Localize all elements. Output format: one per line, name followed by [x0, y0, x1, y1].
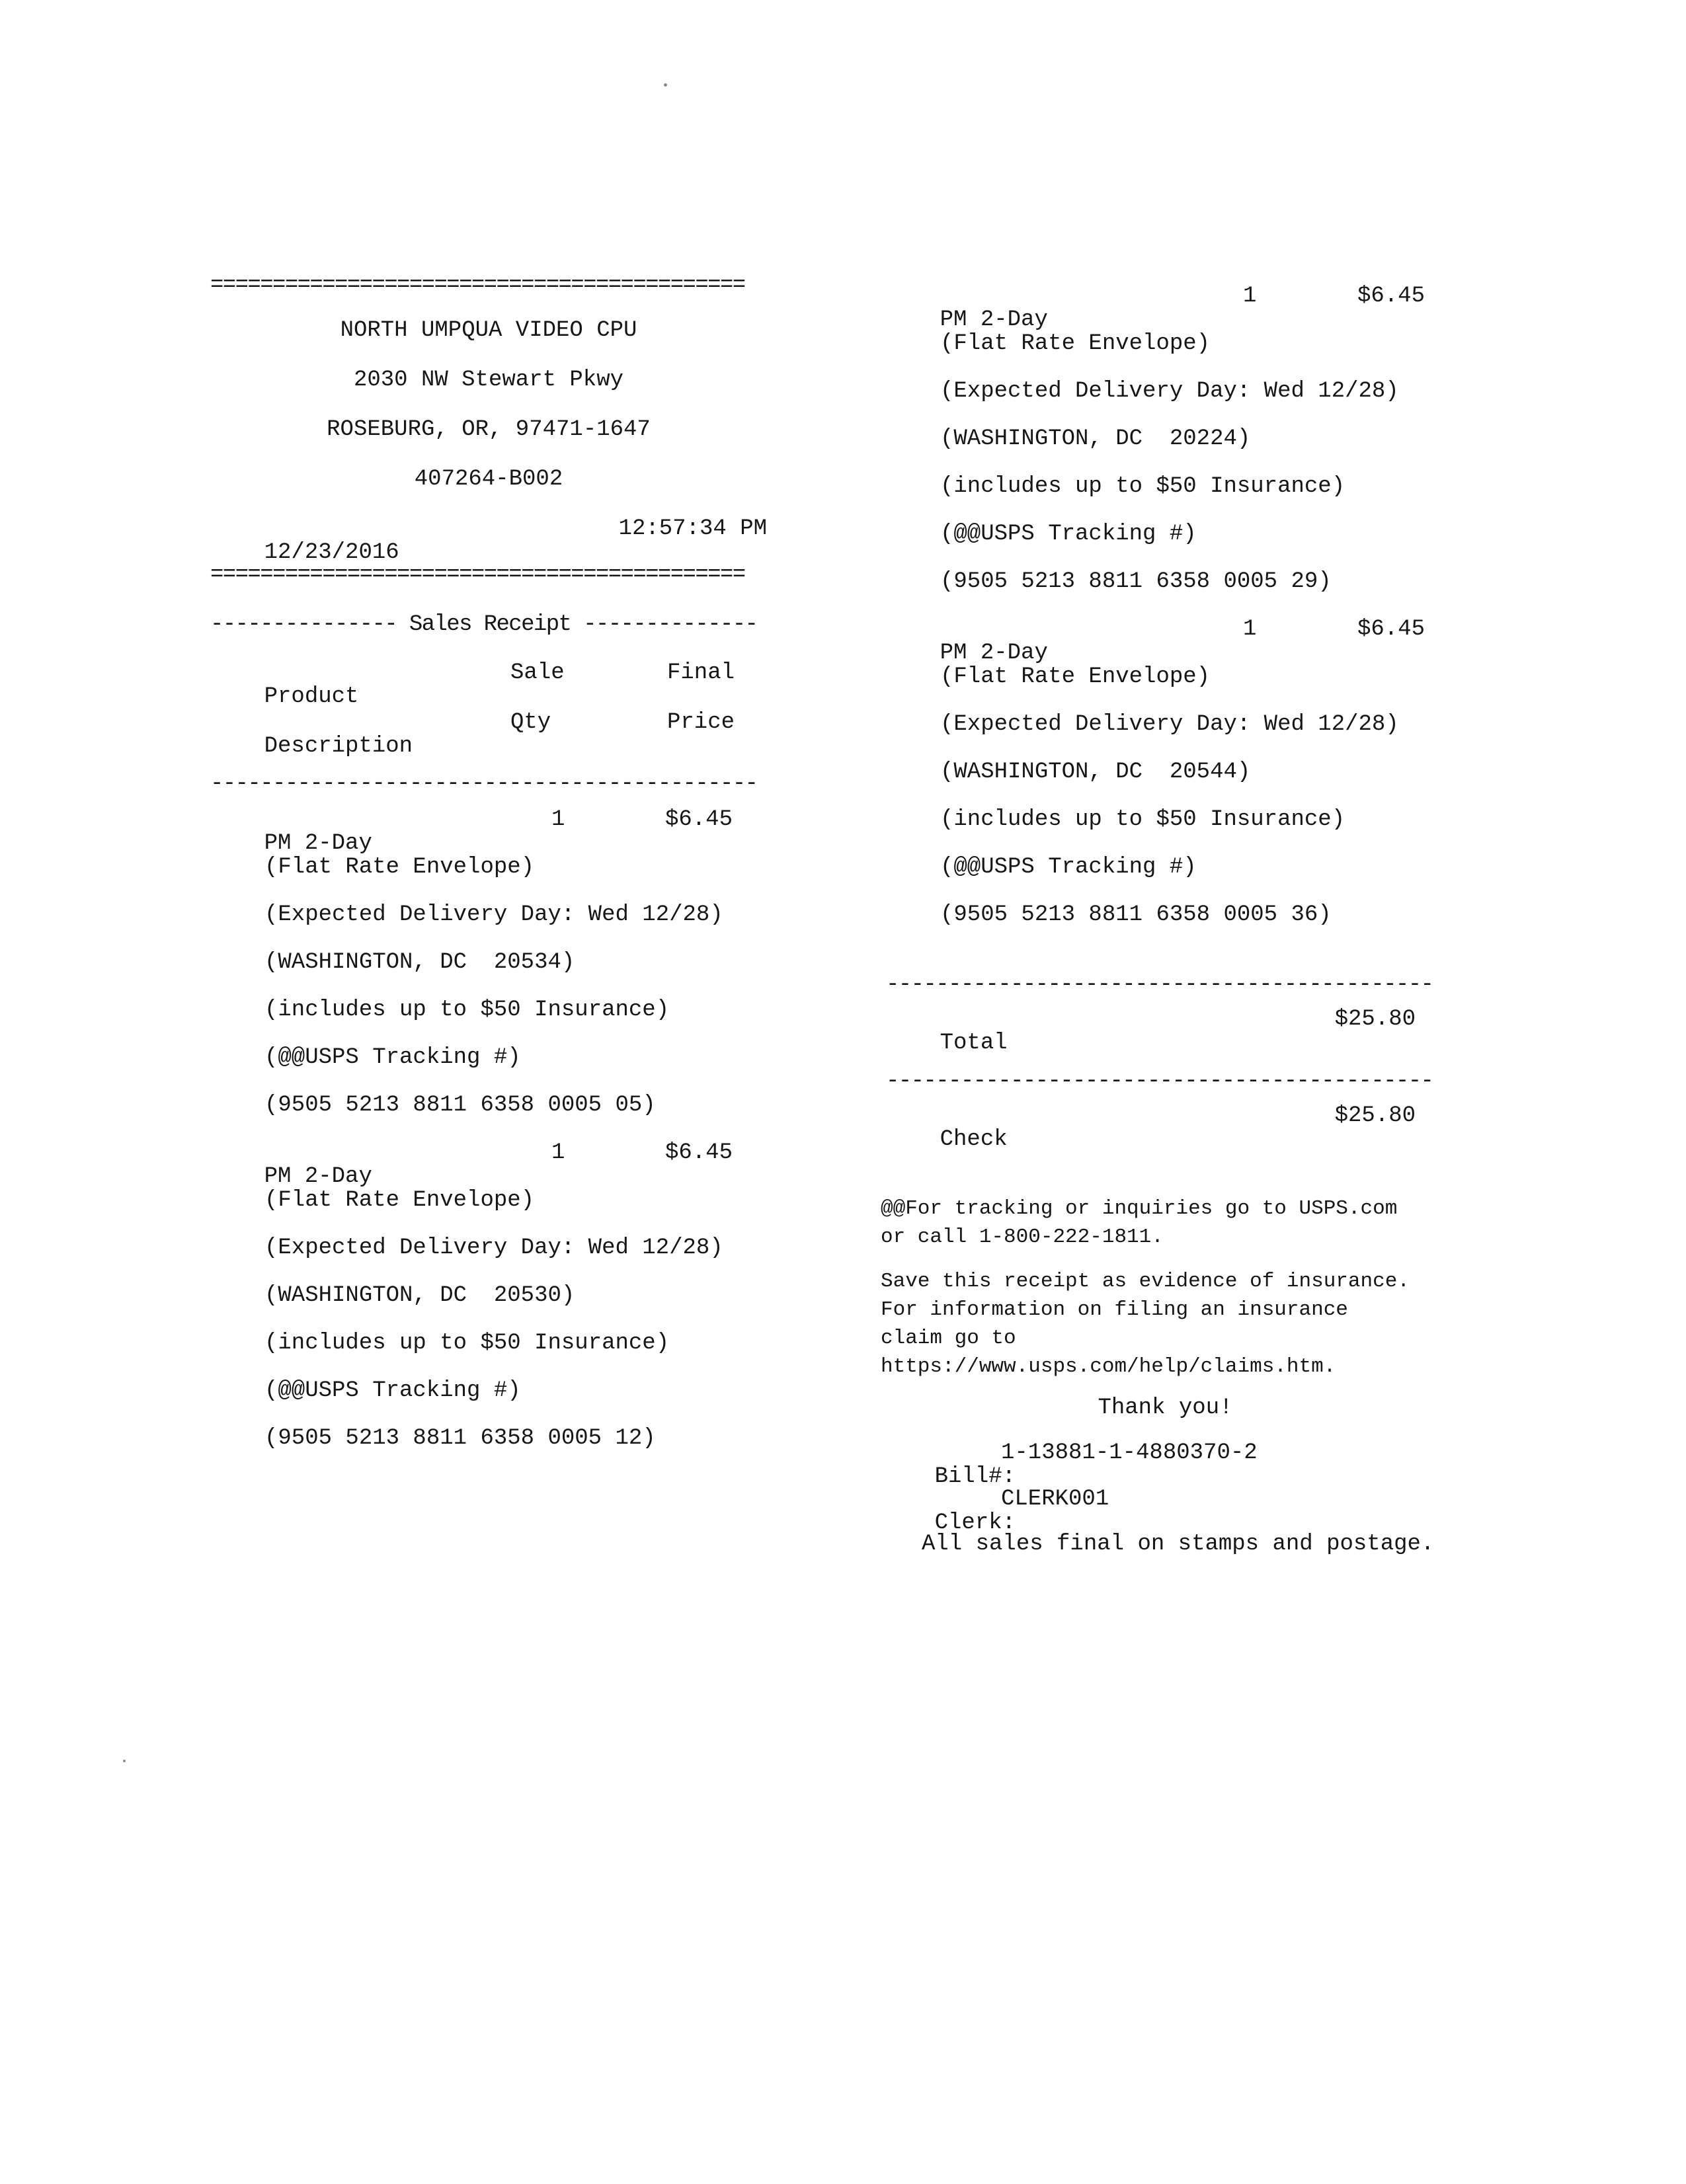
check-amount: $25.80 — [1334, 1103, 1416, 1128]
item-detail: (Flat Rate Envelope) — [940, 331, 1211, 356]
bill-number: 1-13881-1-4880370-2 — [1001, 1440, 1258, 1465]
item-detail: (9505 5213 8811 6358 0005 05) — [264, 1093, 656, 1118]
store-address-line2: ROSEBURG, OR, 97471-1647 — [327, 417, 651, 442]
item-qty: 1 — [1243, 284, 1257, 309]
insurance-note-line: For information on filing an insurance — [881, 1298, 1348, 1321]
check-row — [886, 1104, 1445, 1199]
separator-equals-top: =========================================== — [210, 273, 745, 298]
col-header-description: Description — [264, 734, 413, 759]
item-detail: (9505 5213 8811 6358 0005 12) — [264, 1426, 656, 1451]
item-detail: (Expected Delivery Day: Wed 12/28) — [940, 712, 1399, 737]
item-detail: (Expected Delivery Day: Wed 12/28) — [264, 902, 723, 927]
col-header-qty: Qty — [510, 710, 551, 735]
item-name: PM 2-Day — [264, 831, 372, 856]
clerk-id: CLERK001 — [1001, 1487, 1109, 1512]
item-detail: (WASHINGTON, DC 20544) — [940, 760, 1251, 785]
separator-equals-mid: =========================================== — [210, 563, 745, 588]
item-qty: 1 — [551, 1140, 565, 1165]
item-detail: (Expected Delivery Day: Wed 12/28) — [940, 379, 1399, 404]
item-name: PM 2-Day — [940, 641, 1048, 666]
total-rule: -------------------------------------------- — [886, 972, 1433, 997]
col-header-product: Product — [264, 684, 359, 709]
item-detail: (Flat Rate Envelope) — [264, 1188, 535, 1213]
item-detail: (Expected Delivery Day: Wed 12/28) — [264, 1235, 723, 1261]
item-detail: (includes up to $50 Insurance) — [264, 997, 670, 1023]
item-detail: (Flat Rate Envelope) — [940, 664, 1211, 689]
thank-you-note: Thank you! — [1098, 1395, 1233, 1421]
item-detail: (WASHINGTON, DC 20534) — [264, 950, 575, 975]
item-price: $6.45 — [1357, 617, 1425, 642]
store-address-line1: 2030 NW Stewart Pkwy — [353, 368, 624, 393]
item-detail: (WASHINGTON, DC 20224) — [940, 426, 1251, 451]
item-detail: (WASHINGTON, DC 20530) — [264, 1283, 575, 1308]
header-rule: -------------------------------------------- — [210, 771, 758, 797]
item-detail: (@@USPS Tracking #) — [264, 1378, 521, 1403]
clerk-label: Clerk: — [934, 1510, 1016, 1536]
total-label: Total — [940, 1031, 1008, 1056]
check-rule: -------------------------------------------- — [886, 1069, 1433, 1094]
item-qty: 1 — [1243, 617, 1257, 642]
item-name: PM 2-Day — [264, 1164, 372, 1189]
item-price: $6.45 — [664, 807, 733, 832]
scan-speck — [664, 83, 667, 87]
insurance-note-line: https://www.usps.com/help/claims.htm. — [881, 1355, 1336, 1378]
check-label: Check — [940, 1127, 1008, 1152]
tracking-note-line: or call 1-800-222-1811. — [881, 1226, 1164, 1249]
final-note: All sales final on stamps and postage. — [922, 1532, 1435, 1557]
scan-speck — [123, 1760, 126, 1762]
col-header-price: Price — [667, 710, 735, 735]
store-name: NORTH UMPQUA VIDEO CPU — [340, 318, 637, 343]
item-detail: (@@USPS Tracking #) — [940, 522, 1197, 547]
tracking-note-line: @@For tracking or inquiries go to USPS.com — [881, 1197, 1398, 1220]
item-qty: 1 — [551, 807, 565, 832]
receipt-time: 12:57:34 PM — [618, 516, 767, 541]
col-header-sale: Sale — [510, 660, 565, 685]
store-id: 407264-B002 — [414, 467, 563, 492]
insurance-note-line: Save this receipt as evidence of insurance. — [881, 1270, 1410, 1293]
receipt-date: 12/23/2016 — [264, 540, 399, 565]
item-price: $6.45 — [664, 1140, 733, 1165]
col-header-final: Final — [667, 660, 735, 685]
item-detail: (9505 5213 8811 6358 0005 36) — [940, 902, 1332, 927]
item-price: $6.45 — [1357, 284, 1425, 309]
total-amount: $25.80 — [1334, 1007, 1416, 1032]
item-detail: (Flat Rate Envelope) — [264, 855, 535, 880]
insurance-note-line: claim go to — [881, 1327, 1016, 1350]
item-detail: (@@USPS Tracking #) — [264, 1045, 521, 1070]
sales-receipt-title: --------------- Sales Receipt -------------- — [210, 612, 758, 637]
item-detail: (includes up to $50 Insurance) — [264, 1331, 670, 1356]
item-detail: (@@USPS Tracking #) — [940, 855, 1197, 880]
item-detail: (includes up to $50 Insurance) — [940, 807, 1345, 832]
item-name: PM 2-Day — [940, 307, 1048, 332]
item-detail: (9505 5213 8811 6358 0005 29) — [940, 569, 1332, 594]
item-detail: (includes up to $50 Insurance) — [940, 474, 1345, 499]
bill-label: Bill#: — [934, 1464, 1016, 1489]
